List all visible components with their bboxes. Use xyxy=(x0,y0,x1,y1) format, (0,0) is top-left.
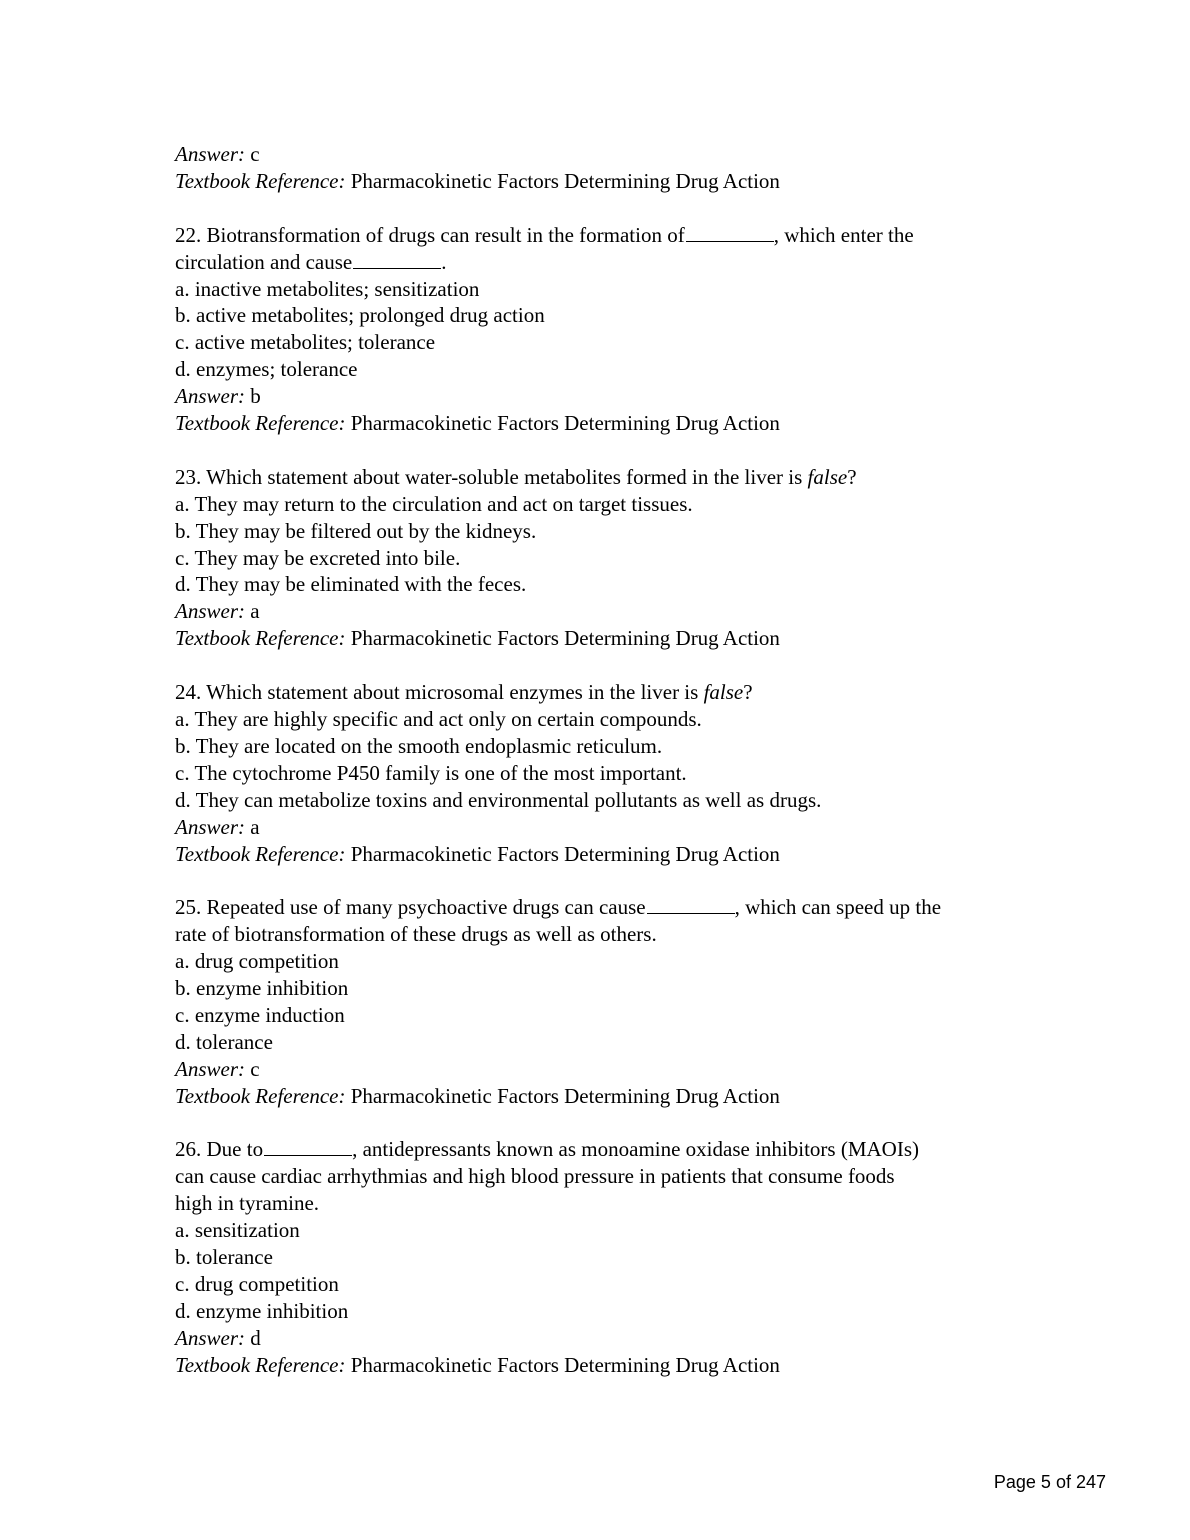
answer-line xyxy=(175,1056,1035,1083)
stem-text: , which enter the xyxy=(773,222,914,247)
option: b. They may be filtered out by the kidneys. xyxy=(175,518,537,543)
reference-value: Pharmacokinetic Factors Determining Drug Action xyxy=(350,841,780,866)
question-stem: high in tyramine. xyxy=(175,1191,320,1216)
option: a. They may return to the circulation and act on target tissues. xyxy=(175,491,693,516)
reference-value: Pharmacokinetic Factors Determining Drug Action xyxy=(350,1352,780,1377)
fill-blank xyxy=(264,1137,352,1156)
question-stem xyxy=(175,464,1035,491)
answer-label: Answer: xyxy=(175,142,245,166)
answer-value: c xyxy=(250,1056,260,1081)
reference-label: Textbook Reference: xyxy=(175,168,346,193)
stem-text: 26. Due to xyxy=(175,1137,264,1162)
reference-line xyxy=(175,841,1035,868)
stem-text: ? xyxy=(847,464,857,489)
option: d. They can metabolize toxins and environmental pollutants as well as drugs. xyxy=(175,787,822,812)
answer-label: Answer: xyxy=(175,1325,245,1350)
option: b. They are located on the smooth endoplasmic reticulum. xyxy=(175,733,663,758)
answer-line xyxy=(175,814,1035,841)
fill-blank xyxy=(647,895,735,914)
question-stem: rate of biotransformation of these drugs as well as others. xyxy=(175,922,657,947)
question-stem xyxy=(175,249,1035,276)
page-number: Page 5 of 247 xyxy=(993,1472,1106,1492)
reference-value: Pharmacokinetic Factors Determining Drug Action xyxy=(350,168,780,193)
option: a. sensitization xyxy=(175,1218,300,1243)
stem-text: , which can speed up the xyxy=(734,895,942,920)
option: d. enzyme inhibition xyxy=(175,1298,349,1323)
answer-label: Answer: xyxy=(175,384,245,409)
reference-line xyxy=(175,168,1035,195)
stem-text: ? xyxy=(743,680,753,705)
option: d. enzymes; tolerance xyxy=(175,357,358,382)
stem-text: 24. Which statement about microsomal enzymes in the liver is xyxy=(175,680,704,705)
option: b. tolerance xyxy=(175,1245,273,1270)
option: d. They may be eliminated with the feces. xyxy=(175,572,527,597)
fill-blank xyxy=(353,250,441,269)
reference-label: Textbook Reference: xyxy=(175,626,346,651)
answer-value: d xyxy=(250,1325,261,1350)
option: b. active metabolites; prolonged drug action xyxy=(175,303,545,328)
option: c. They may be excreted into bile. xyxy=(175,545,461,570)
question-stem xyxy=(175,222,1035,249)
option: d. tolerance xyxy=(175,1029,273,1054)
reference-value: Pharmacokinetic Factors Determining Drug Action xyxy=(350,411,780,436)
reference-line xyxy=(175,1083,1035,1110)
fill-blank xyxy=(686,223,774,242)
reference-value: Pharmacokinetic Factors Determining Drug Action xyxy=(350,626,780,651)
answer-label: Answer: xyxy=(175,814,245,839)
reference-line xyxy=(175,625,1035,652)
stem-text: , antidepressants known as monoamine oxidase inhibitors (MAOIs) xyxy=(352,1137,919,1162)
answer-label: Answer: xyxy=(175,1056,245,1081)
option: c. active metabolites; tolerance xyxy=(175,330,436,355)
answer-value: a xyxy=(250,599,260,624)
option: c. The cytochrome P450 family is one of the most important. xyxy=(175,760,687,785)
option: a. inactive metabolites; sensitization xyxy=(175,276,480,301)
answer-value: a xyxy=(250,814,260,839)
stem-text: circulation and cause xyxy=(175,249,353,274)
reference-label: Textbook Reference: xyxy=(175,1083,346,1108)
stem-text: 22. Biotransformation of drugs can result in the formation of xyxy=(175,222,685,247)
stem-text: . xyxy=(441,249,447,274)
reference-label: Textbook Reference: xyxy=(175,841,346,866)
stem-emphasis: false xyxy=(703,680,744,705)
question-22 xyxy=(175,222,1035,437)
answer-value: c xyxy=(250,142,260,166)
document-page xyxy=(175,141,1035,1379)
reference-value: Pharmacokinetic Factors Determining Drug Action xyxy=(350,1083,780,1108)
answer-line xyxy=(175,383,1035,410)
answer-line xyxy=(175,1325,1035,1352)
reference-line xyxy=(175,410,1035,437)
answer-label: Answer: xyxy=(175,599,245,624)
stem-emphasis: false xyxy=(807,464,848,489)
question-26 xyxy=(175,1136,1035,1378)
stem-text: 25. Repeated use of many psychoactive drugs can cause xyxy=(175,895,646,920)
reference-label: Textbook Reference: xyxy=(175,411,346,436)
reference-line xyxy=(175,1352,1035,1379)
reference-label: Textbook Reference: xyxy=(175,1352,346,1377)
question-24 xyxy=(175,679,1035,867)
option: a. drug competition xyxy=(175,949,339,974)
question-23 xyxy=(175,464,1035,652)
option: c. enzyme induction xyxy=(175,1002,345,1027)
option: b. enzyme inhibition xyxy=(175,976,349,1001)
question-stem xyxy=(175,679,1035,706)
answer-value: b xyxy=(250,384,261,409)
question-25 xyxy=(175,894,1035,1109)
option: c. drug competition xyxy=(175,1271,339,1296)
question-stem: can cause cardiac arrhythmias and high blood pressure in patients that consume foods xyxy=(175,1164,895,1189)
option: a. They are highly specific and act only on certain compounds. xyxy=(175,706,702,731)
stem-text: 23. Which statement about water-soluble metabolites formed in the liver is xyxy=(175,464,808,489)
question-stem xyxy=(175,894,1035,921)
question-stem xyxy=(175,1136,1035,1163)
answer-line xyxy=(175,141,1035,168)
answer-line xyxy=(175,598,1035,625)
